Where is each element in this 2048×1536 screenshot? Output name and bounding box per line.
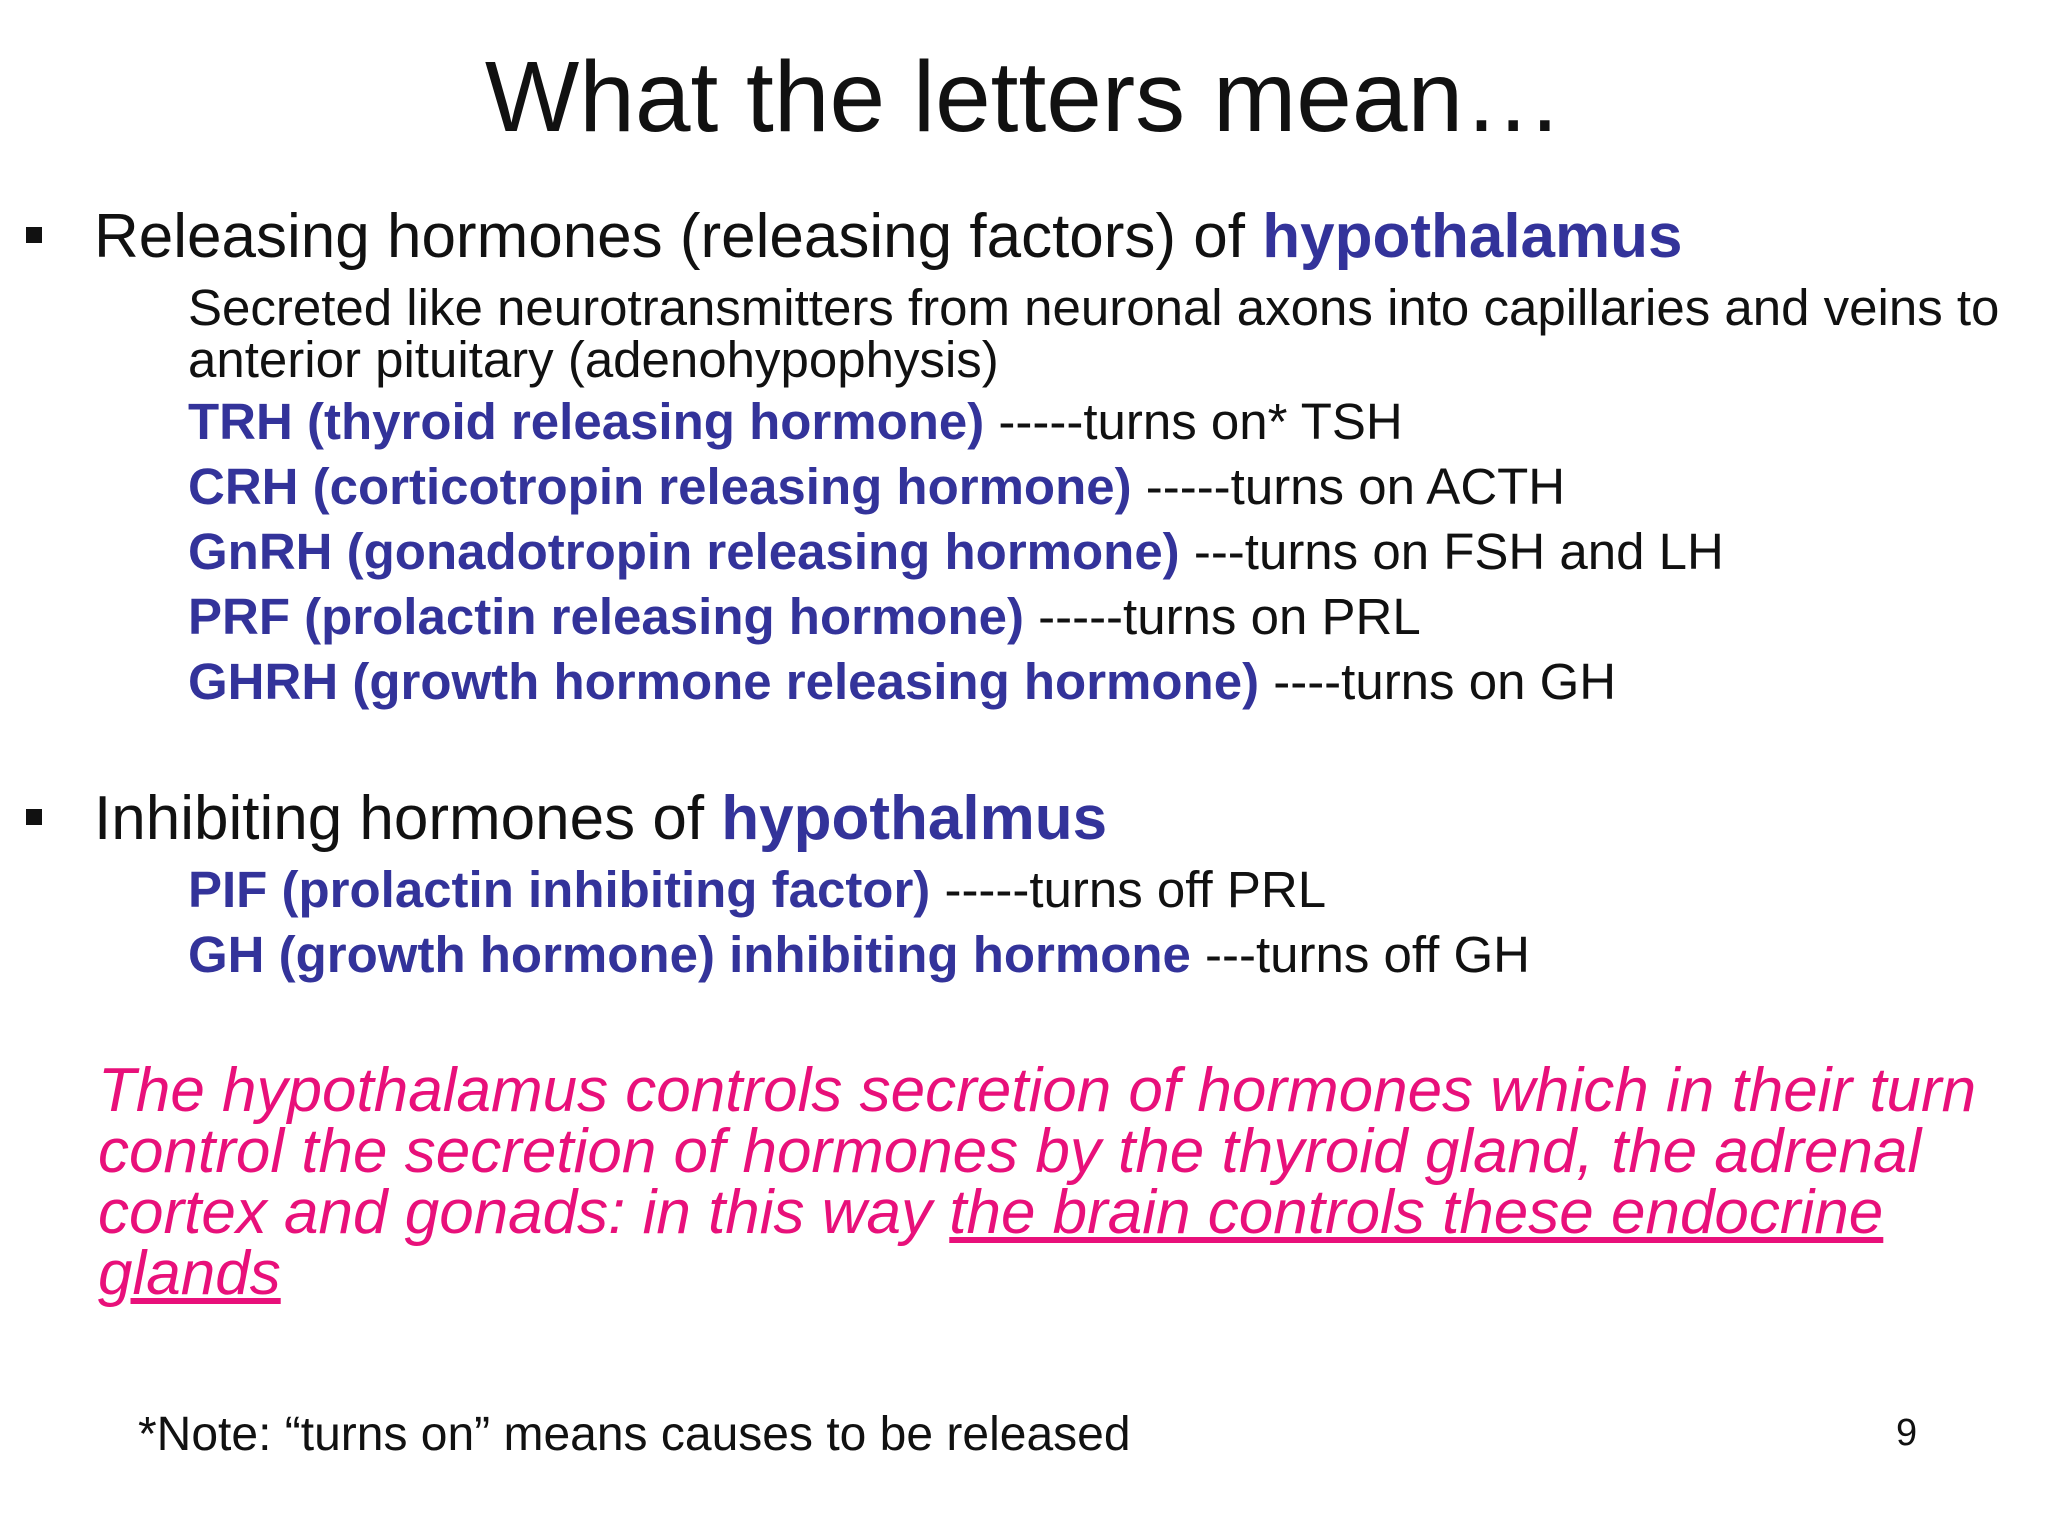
hormone-name: GH (growth hormone) inhibiting hormone xyxy=(188,926,1191,983)
bullet-lead-text: Inhibiting hormones of xyxy=(94,784,722,853)
emphasis-underlined-text: the brain controls these endocrine glands xyxy=(98,1178,1884,1308)
hormone-name: PIF (prolactin inhibiting factor) xyxy=(188,861,931,918)
hormone-effect: -----turns on* TSH xyxy=(984,393,1403,450)
hormone-row-gnrh xyxy=(188,524,1724,580)
hormone-name: CRH (corticotropin releasing hormone) xyxy=(188,458,1132,515)
bullet-highlight-text: hypothalmus xyxy=(721,784,1108,853)
hormone-row-prf xyxy=(188,589,1421,645)
hormone-effect: ---turns on FSH and LH xyxy=(1179,523,1724,580)
hormone-row-gh-inhibiting xyxy=(188,927,1530,983)
bullet-highlight-text: hypothalamus xyxy=(1262,202,1683,271)
secretion-description: Secreted like neurotransmitters from neuronal axons into capillaries and veins to anterior pituitary (adenohypophysis) xyxy=(188,279,2000,388)
hormone-name: GHRH (growth hormone releasing hormone) xyxy=(188,653,1260,710)
hormone-name: TRH (thyroid releasing hormone) xyxy=(188,393,985,450)
slide-title: What the letters mean… xyxy=(484,41,1564,153)
bullet-square-icon xyxy=(26,809,42,825)
bullet-releasing-hormones xyxy=(26,202,1683,272)
hormone-effect: -----turns on PRL xyxy=(1023,588,1421,645)
bullet-square-icon xyxy=(26,227,42,243)
hormone-effect: ----turns on GH xyxy=(1259,653,1617,710)
emphasis-paragraph xyxy=(98,1056,2038,1308)
hormone-effect: ---turns off GH xyxy=(1190,926,1530,983)
bullet-lead-text: Releasing hormones (releasing factors) of xyxy=(94,202,1263,271)
hormone-row-crh xyxy=(188,459,1565,515)
footnote: *Note: “turns on” means causes to be released xyxy=(138,1408,1131,1461)
hormone-row-pif xyxy=(188,862,1326,918)
hormone-name: GnRH (gonadotropin releasing hormone) xyxy=(188,523,1180,580)
hormone-row-ghrh xyxy=(188,654,1616,710)
bullet-inhibiting-hormones xyxy=(26,784,1107,854)
hormone-effect: -----turns on ACTH xyxy=(1131,458,1566,515)
hormone-effect: -----turns off PRL xyxy=(930,861,1327,918)
emphasis-text: The hypothalamus controls secretion of hormones which in their turn control the secretion of hormones by the thyroid gland, the adrenal cortex and gonads: in this way xyxy=(98,1056,1977,1247)
hormone-name: PRF (prolactin releasing hormone) xyxy=(188,588,1024,645)
page-number: 9 xyxy=(1896,1412,1918,1454)
hormone-row-trh xyxy=(188,394,1403,450)
